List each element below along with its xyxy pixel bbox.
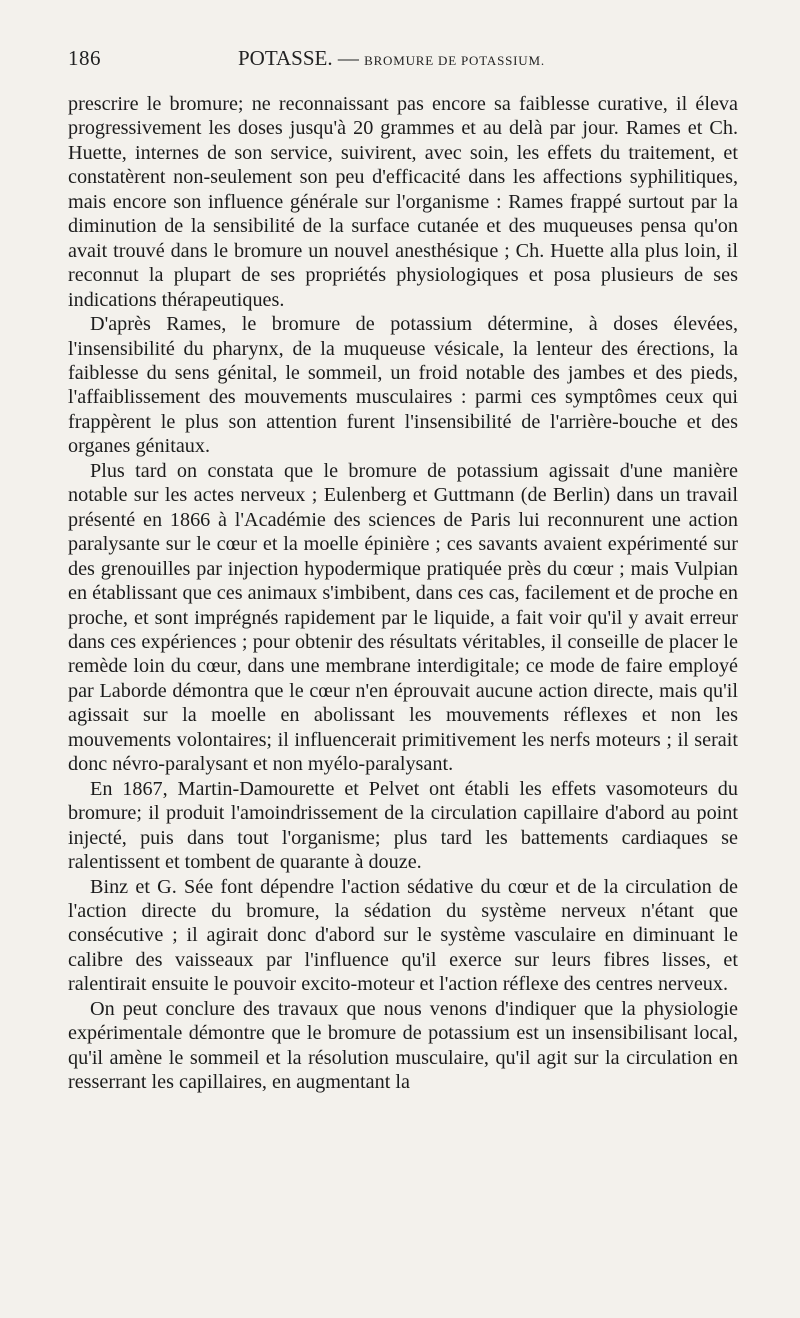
- paragraph: En 1867, Martin-Damourette et Pelvet ont établi les effets vasomoteurs du bromure; il produit l'amoindrissement de la circulation capillaire d'abord au point injecté, puis dans tout l'organisme; plus tard les battements cardiaques se ralentissent et tombent de quarante à douze.: [68, 777, 738, 874]
- paragraph: Plus tard on constata que le bromure de potassium agissait d'une manière notable sur les actes nerveux ; Eulenberg et Guttmann (de Berlin) dans un travail présenté en 1866 à l'Académie des sciences de Paris lui reconnurent une action paralysante sur le cœur et la moelle épinière ; ces savants avaient expérimenté sur des grenouilles par injection hypodermique pratiquée près du cœur ; mais Vulpian en établissant que ces animaux s'imbibent, dans ces cas, facilement et de proche en proche, et sont imprégnés rapidement par le liquide, a fait voir qu'il y avait erreur dans ces expériences ; pour obtenir des résultats véritables, il conseille de placer le remède loin du cœur, dans une membrane interdigitale; ce mode de faire employé par Laborde démontra que le cœur n'en éprouvait aucune action directe, mais qu'il agissait sur la moelle en abolissant les mouvements réflexes et non les mouvements volontaires; il influencerait primitivement les nerfs moteurs ; il serait donc névro-paralysant et non myélo-paralysant.: [68, 459, 738, 776]
- running-header: [68, 46, 738, 86]
- page-number: 186: [68, 46, 101, 70]
- running-title-dash: —: [332, 46, 365, 70]
- paragraph: D'après Rames, le bromure de potassium détermine, à doses élevées, l'insensibilité du pharynx, de la muqueuse vésicale, la lenteur des érections, la faiblesse du sens génital, le sommeil, un froid notable des jambes et des pieds, l'affaiblissement des mouvements musculaires : parmi ces symptômes ceux qui frappèrent le plus son attention furent l'insensibilité de l'arrière-bouche et des organes génitaux.: [68, 313, 738, 458]
- paragraph: Binz et G. Sée font dépendre l'action sédative du cœur et de la circulation de l'action directe du bromure, la sédation du système nerveux n'étant que consécutive ; il agirait donc d'abord sur le système vasculaire en diminuant le calibre des vaisseaux par l'influence qu'il exerce sur leurs fibres lisses, et ralentirait ensuite le pouvoir excito-moteur et l'action réflexe des centres nerveux.: [68, 875, 738, 996]
- paragraph: On peut conclure des travaux que nous venons d'indiquer que la physiologie expérimentale démontre que le bromure de potassium est un insensibilisant local, qu'il amène le sommeil et la résolution musculaire, qu'il agit sur la circulation en resserrant les capillaires, en augmentant la: [68, 997, 738, 1094]
- body-text: [68, 92, 738, 1095]
- paragraph: prescrire le bromure; ne reconnaissant pas encore sa faiblesse curative, il éleva progressivement les doses jusqu'à 20 grammes et au delà par jour. Rames et Ch. Huette, internes de son service, suivirent, avec soin, les effets du traitement, et constatèrent non-seulement son peu d'efficacité dans les affections syphilitiques, mais encore son influence générale sur l'organisme : Rames frappé surtout par la diminution de la sensibilité de la surface cutanée et des muqueuses pensa qu'on avait trouvé dans le bromure un nouvel anesthésique ; Ch. Huette alla plus loin, il reconnut la plupart de ses propriétés physiologiques et posa plusieurs de ses indications thérapeutiques.: [68, 93, 738, 311]
- running-title-sub: BROMURE DE POTASSIUM.: [364, 53, 545, 68]
- running-title: [238, 46, 545, 71]
- running-title-main: POTASSE.: [238, 46, 333, 70]
